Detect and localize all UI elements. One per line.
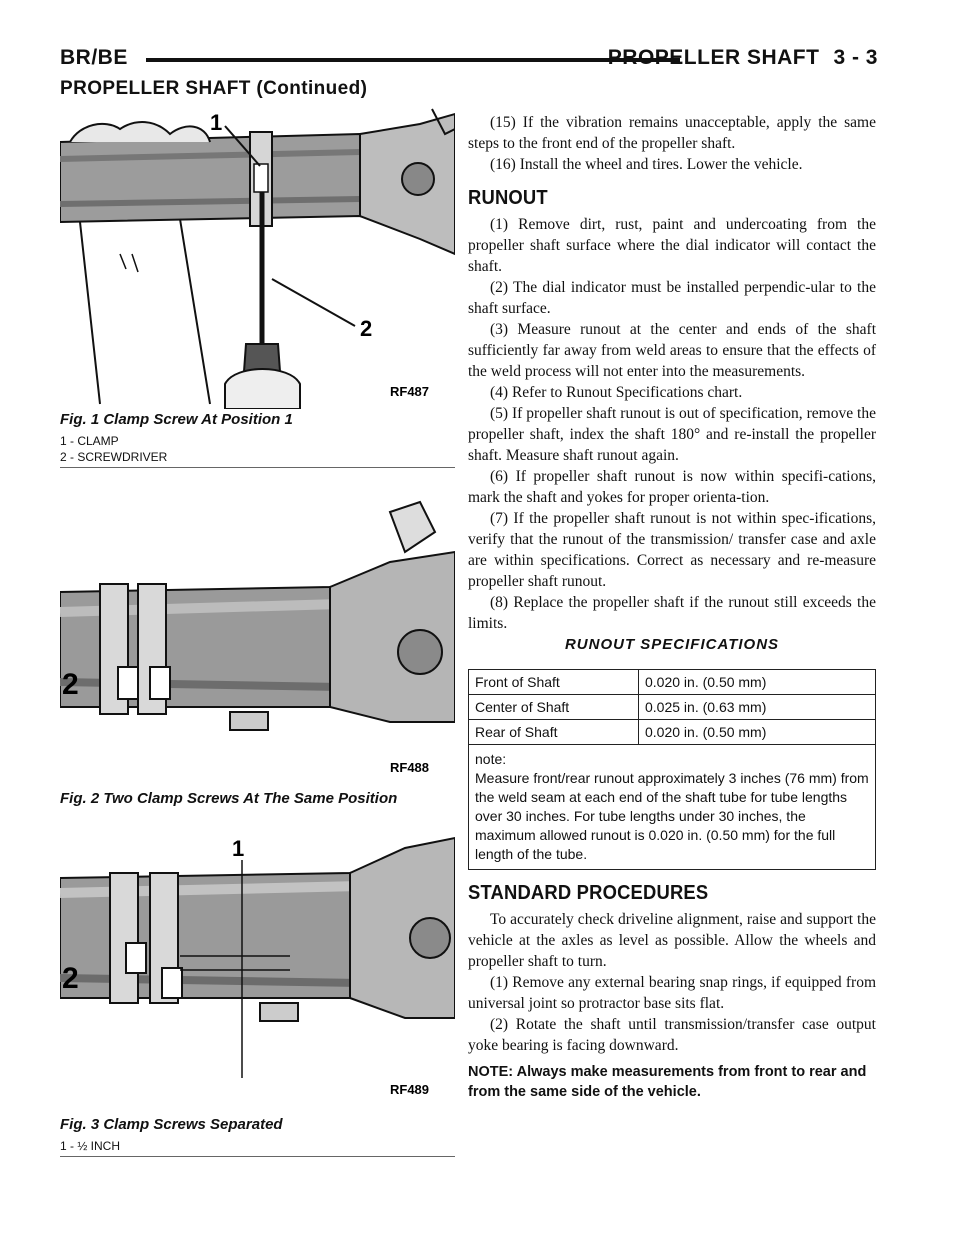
runout-step-7: (7) If the propeller shaft runout is not within spec-ifications, verify that the runout of the transmission/ transfer case and axle are within specifications. Correct as necessary and re-measure propeller shaft runout. [468, 510, 876, 590]
continued-title: PROPELLER SHAFT (Continued) [60, 78, 368, 99]
runout-step-3: (3) Measure runout at the center and ends of the shaft sufficiently far away from weld areas to ensure that the effects of the weld process will not enter into the measurements. [468, 321, 876, 380]
paragraph-step-16: (16) Install the wheel and tires. Lower the vehicle. [490, 156, 803, 173]
figure-3-rule [60, 1156, 455, 1157]
runout-table-title: RUNOUT SPECIFICATIONS [564, 636, 780, 653]
standard-intro: To accurately check driveline alignment, raise and support the vehicle at the axles as level as possible. Allow the wheels and propeller shaft to turn. [468, 911, 876, 970]
figure-2-code: RF488 [390, 760, 430, 775]
figure-3-callout-1: 1 [232, 836, 245, 861]
header-section-code: BR/BE [60, 46, 128, 69]
page-header [60, 46, 878, 76]
standard-step-2: (2) Rotate the shaft until transmission/transfer case output yoke bearing is facing downward. [468, 1016, 876, 1054]
table-row [469, 720, 876, 745]
figure-2 [60, 492, 455, 812]
table-note-cell [469, 745, 876, 870]
table-cell: 0.020 in. (0.50 mm) [639, 720, 876, 745]
figure-3-illustration [60, 818, 455, 1114]
standard-procedures-heading: STANDARD PROCEDURES [468, 882, 709, 904]
figure-1-caption: Fig. 1 Clamp Screw At Position 1 [60, 411, 293, 428]
table-note-row [469, 745, 876, 870]
figure-3-legend-1: 1 - ½ INCH [60, 1139, 121, 1153]
header-right [594, 46, 878, 70]
runout-step-2: (2) The dial indicator must be installed perpendic-ular to the shaft surface. [468, 279, 876, 317]
table-note-label: note: [475, 751, 507, 767]
figure-3 [60, 818, 455, 1157]
figure-2-illustration [60, 492, 455, 788]
runout-step-4: (4) Refer to Runout Specifications chart. [490, 384, 743, 401]
runout-specifications-table [468, 669, 876, 870]
table-note-text: Measure front/rear runout approximately 3 inches (76 mm) from the weld seam at each end of the shaft tube for tube lengths over 30 inches. For tube lengths under 30 inches, the maximum allowed runout is 0.020 in. (0.50 mm) for the full length of the tube. [475, 770, 869, 862]
table-cell: Rear of Shaft [469, 720, 639, 745]
figure-1-callout-2: 2 [360, 316, 373, 341]
table-row [469, 670, 876, 695]
figure-1 [60, 104, 455, 468]
body-text-column [468, 112, 876, 1102]
figure-1-legend-2: 2 - SCREWDRIVER [60, 450, 168, 464]
figure-1-illustration [60, 104, 455, 409]
figure-1-rule [60, 467, 455, 468]
header-title: PROPELLER SHAFT [607, 46, 820, 69]
runout-step-1: (1) Remove dirt, rust, paint and undercoating from the propeller shaft surface where the dial indicator will contact the shaft. [468, 216, 876, 275]
figure-1-callout-1: 1 [210, 110, 223, 135]
table-cell: 0.020 in. (0.50 mm) [639, 670, 876, 695]
table-cell: Front of Shaft [469, 670, 639, 695]
table-cell: Center of Shaft [469, 695, 639, 720]
table-cell: 0.025 in. (0.63 mm) [639, 695, 876, 720]
figure-3-caption: Fig. 3 Clamp Screws Separated [60, 1116, 283, 1133]
paragraph-step-15: (15) If the vibration remains unacceptable, apply the same steps to the front end of the propeller shaft. [468, 114, 876, 152]
figure-2-callout-2: 2 [62, 668, 79, 701]
figure-3-code: RF489 [390, 1082, 430, 1097]
figure-2-caption: Fig. 2 Two Clamp Screws At The Same Position [60, 790, 398, 807]
runout-step-6: (6) If propeller shaft runout is now within specifi-cations, mark the shaft and yokes for proper orienta-tion. [468, 468, 876, 506]
header-page-number: 3 - 3 [833, 46, 878, 69]
runout-heading: RUNOUT [468, 187, 548, 209]
runout-step-5: (5) If propeller shaft runout is out of specification, remove the propeller shaft, index the shaft 180° and re-install the propeller shaft. Measure shaft runout again. [468, 405, 876, 464]
figure-1-code: RF487 [390, 384, 430, 399]
standard-step-1: (1) Remove any external bearing snap rings, if equipped from universal joint so protractor base sits flat. [468, 974, 876, 1012]
table-row [469, 695, 876, 720]
figure-3-callout-2: 2 [62, 962, 79, 995]
figure-1-legend-1: 1 - CLAMP [60, 434, 119, 448]
measurement-note: NOTE: Always make measurements from front to rear and from the same side of the vehicle. [468, 1064, 867, 1100]
runout-step-8: (8) Replace the propeller shaft if the runout still exceeds the limits. [468, 594, 876, 632]
